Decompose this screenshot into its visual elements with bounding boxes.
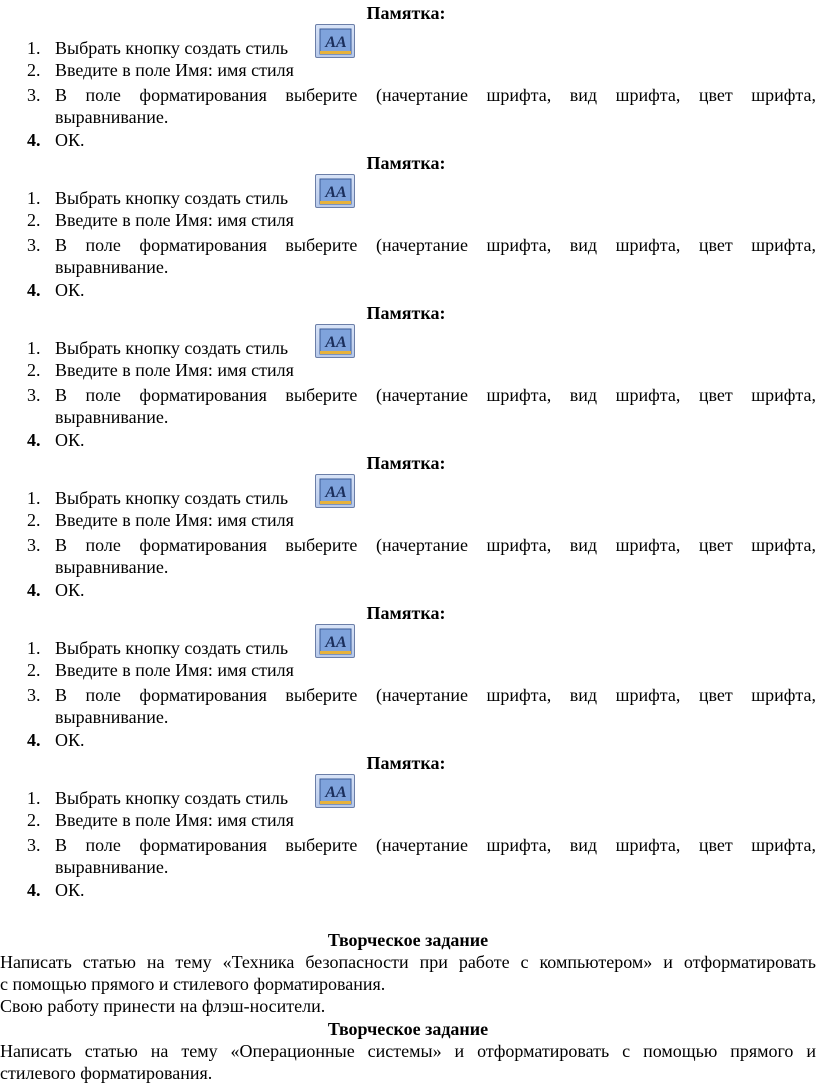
step-text: Выбрать кнопку создать стиль bbox=[55, 188, 289, 208]
step-text: ОК. bbox=[55, 880, 85, 900]
task-line: Написать статью на тему «Операционные системы» и отформатировать с помощью прямого и bbox=[0, 1041, 816, 1061]
step-number: 2. bbox=[27, 510, 41, 530]
step-text: ОК. bbox=[55, 430, 85, 450]
step-text: выравнивание. bbox=[55, 257, 169, 277]
step-number: 1. bbox=[27, 338, 41, 358]
task-text bbox=[0, 1062, 816, 1084]
step-text: Выбрать кнопку создать стиль bbox=[55, 488, 289, 508]
memo-block-5 bbox=[0, 602, 816, 752]
memo-title: Памятка: bbox=[366, 753, 446, 773]
svg-text:AA: AA bbox=[325, 634, 347, 651]
task-text bbox=[0, 1040, 816, 1062]
memo-block-6 bbox=[0, 752, 816, 902]
memo-title: Памятка: bbox=[366, 453, 446, 473]
step-text: выравнивание. bbox=[55, 557, 169, 577]
step-number: 2. bbox=[27, 360, 41, 380]
task-title: Творческое задание bbox=[327, 1019, 489, 1039]
task-line: Написать статью на тему «Техника безопасности при работе с компьютером» и отформатировать bbox=[0, 952, 816, 972]
task-line: с помощью прямого и стилевого форматирования. bbox=[0, 974, 386, 994]
step-text: Введите в поле Имя: имя стиля bbox=[55, 660, 294, 680]
step-number: 4. bbox=[27, 130, 41, 150]
step-text: В поле форматирования выберите (начертание шрифта, вид шрифта, цвет шрифта, bbox=[55, 85, 816, 105]
step-number: 1. bbox=[27, 488, 41, 508]
step-number: 1. bbox=[27, 38, 41, 58]
step-number: 1. bbox=[27, 188, 41, 208]
step-number: 3. bbox=[27, 685, 41, 705]
task-text bbox=[0, 973, 816, 995]
step-number: 4. bbox=[27, 730, 41, 750]
step-text: выравнивание. bbox=[55, 407, 169, 427]
step-text: ОК. bbox=[55, 730, 85, 750]
memo-block-4 bbox=[0, 452, 816, 602]
step-text: Выбрать кнопку создать стиль bbox=[55, 338, 289, 358]
step-number: 2. bbox=[27, 660, 41, 680]
step-text: Выбрать кнопку создать стиль bbox=[55, 638, 289, 658]
step-number: 3. bbox=[27, 85, 41, 105]
step-text: выравнивание. bbox=[55, 707, 169, 727]
step-number: 1. bbox=[27, 788, 41, 808]
create-style-glyph bbox=[316, 625, 356, 659]
svg-text:AA: AA bbox=[325, 334, 347, 351]
task-text bbox=[0, 995, 816, 1017]
step-text: выравнивание. bbox=[55, 857, 169, 877]
step-number: 2. bbox=[27, 810, 41, 830]
step-number: 3. bbox=[27, 235, 41, 255]
step-text: В поле форматирования выберите (начертание шрифта, вид шрифта, цвет шрифта, bbox=[55, 835, 816, 855]
memo-title: Памятка: bbox=[366, 303, 446, 323]
step-number: 3. bbox=[27, 385, 41, 405]
step-number: 2. bbox=[27, 60, 41, 80]
create-style-icon[interactable] bbox=[315, 624, 355, 658]
step-number: 4. bbox=[27, 880, 41, 900]
step-text: ОК. bbox=[55, 130, 85, 150]
svg-text:AA: AA bbox=[325, 484, 347, 501]
step-text: Введите в поле Имя: имя стиля bbox=[55, 210, 294, 230]
step-number: 3. bbox=[27, 835, 41, 855]
create-style-icon[interactable] bbox=[315, 174, 355, 208]
create-style-glyph bbox=[316, 775, 356, 809]
task-line: Свою работу принести на флэш-носители. bbox=[0, 996, 326, 1016]
task-line: стилевого форматирования. bbox=[0, 1063, 213, 1083]
step-text: Введите в поле Имя: имя стиля bbox=[55, 360, 294, 380]
step-number: 4. bbox=[27, 580, 41, 600]
svg-text:AA: AA bbox=[325, 784, 347, 801]
step-text: В поле форматирования выберите (начертание шрифта, вид шрифта, цвет шрифта, bbox=[55, 235, 816, 255]
create-style-glyph bbox=[316, 25, 356, 59]
step-text: В поле форматирования выберите (начертание шрифта, вид шрифта, цвет шрифта, bbox=[55, 385, 816, 405]
memo-title: Памятка: bbox=[366, 153, 446, 173]
task-text bbox=[0, 951, 816, 973]
step-number: 4. bbox=[27, 280, 41, 300]
create-style-icon[interactable] bbox=[315, 774, 355, 808]
memo-title: Памятка: bbox=[366, 603, 446, 623]
memo-block-3 bbox=[0, 302, 816, 452]
step-text: Введите в поле Имя: имя стиля bbox=[55, 60, 294, 80]
step-number: 2. bbox=[27, 210, 41, 230]
create-style-glyph bbox=[316, 175, 356, 209]
step-text: Введите в поле Имя: имя стиля bbox=[55, 510, 294, 530]
create-style-icon[interactable] bbox=[315, 24, 355, 58]
step-text: Выбрать кнопку создать стиль bbox=[55, 788, 289, 808]
step-number: 4. bbox=[27, 430, 41, 450]
create-style-icon[interactable] bbox=[315, 324, 355, 358]
memo-title: Памятка: bbox=[366, 3, 446, 23]
step-text: ОК. bbox=[55, 280, 85, 300]
step-text: Выбрать кнопку создать стиль bbox=[55, 38, 289, 58]
step-number: 3. bbox=[27, 535, 41, 555]
task-title: Творческое задание bbox=[327, 930, 489, 950]
step-text: В поле форматирования выберите (начертание шрифта, вид шрифта, цвет шрифта, bbox=[55, 535, 816, 555]
step-text: Введите в поле Имя: имя стиля bbox=[55, 810, 294, 830]
step-number: 1. bbox=[27, 638, 41, 658]
create-style-icon[interactable] bbox=[315, 474, 355, 508]
svg-text:AA: AA bbox=[325, 34, 347, 51]
memo-block-1 bbox=[0, 2, 816, 152]
step-text: выравнивание. bbox=[55, 107, 169, 127]
create-style-glyph bbox=[316, 475, 356, 509]
step-text: В поле форматирования выберите (начертание шрифта, вид шрифта, цвет шрифта, bbox=[55, 685, 816, 705]
step-text: ОК. bbox=[55, 580, 85, 600]
create-style-glyph bbox=[316, 325, 356, 359]
memo-block-2 bbox=[0, 152, 816, 302]
svg-text:AA: AA bbox=[325, 184, 347, 201]
